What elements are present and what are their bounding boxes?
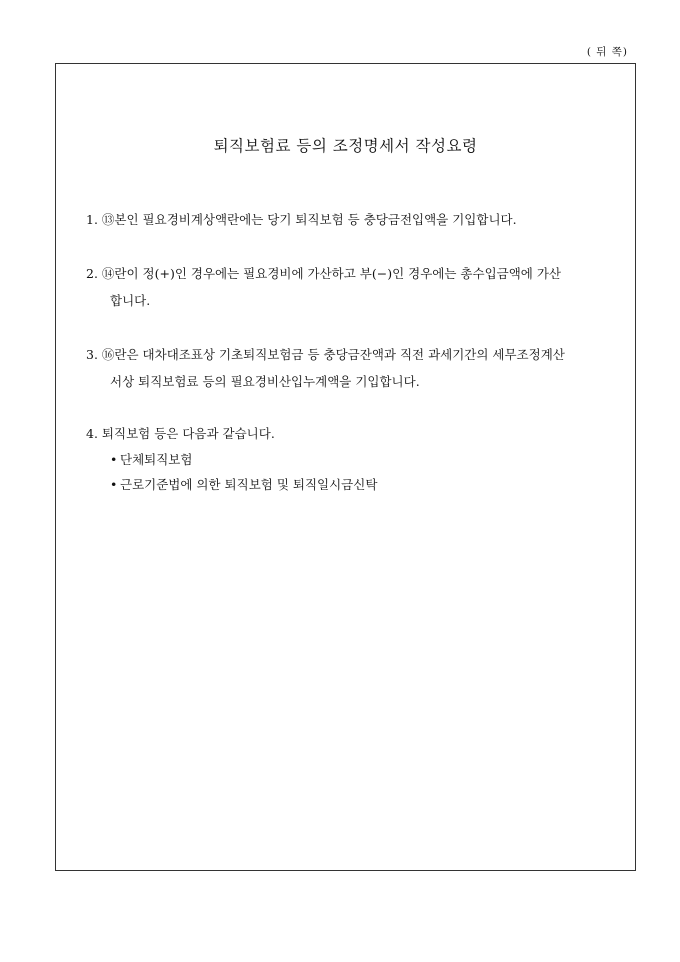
list-item-text: 근로기준법에 의한 퇴직보험 및 퇴직일시금신탁 xyxy=(120,477,378,492)
instruction-item-2 xyxy=(86,260,611,314)
bullet-marker: • xyxy=(110,477,118,492)
instruction-item-3 xyxy=(86,341,611,395)
list-item xyxy=(86,447,611,472)
document-title: 퇴직보험료 등의 조정명세서 작성요령 xyxy=(213,137,478,155)
instruction-item-1 xyxy=(86,206,611,233)
item-text: ⑬본인 필요경비계상액란에는 당기 퇴직보험 등 충당금전입액을 기입합니다. xyxy=(101,212,517,227)
instructions-frame xyxy=(55,63,636,871)
page-side-label: ( 뒤 쪽) xyxy=(586,46,628,58)
item-text: ⑭란이 정(+)인 경우에는 필요경비에 가산하고 부(−)인 경우에는 총수입금액에 가산 xyxy=(101,266,561,281)
bullet-marker: • xyxy=(110,452,118,467)
item-text: 퇴직보험 등은 다음과 같습니다. xyxy=(101,426,275,441)
item-number: 1. xyxy=(86,212,98,227)
instruction-item-4 xyxy=(86,420,611,497)
item-text-continued: 서상 퇴직보험료 등의 필요경비산입누계액을 기입합니다. xyxy=(110,374,420,389)
item-text: ⑯란은 대차대조표상 기초퇴직보험금 등 충당금잔액과 직전 과세기간의 세무조정계산 xyxy=(101,347,565,362)
list-item xyxy=(86,472,611,497)
retirement-insurance-list xyxy=(86,447,611,497)
item-number: 3. xyxy=(86,347,98,362)
item-text-continued: 합니다. xyxy=(110,293,151,308)
item-number: 4. xyxy=(86,426,98,441)
list-item-text: 단체퇴직보험 xyxy=(120,452,193,467)
item-number: 2. xyxy=(86,266,98,281)
